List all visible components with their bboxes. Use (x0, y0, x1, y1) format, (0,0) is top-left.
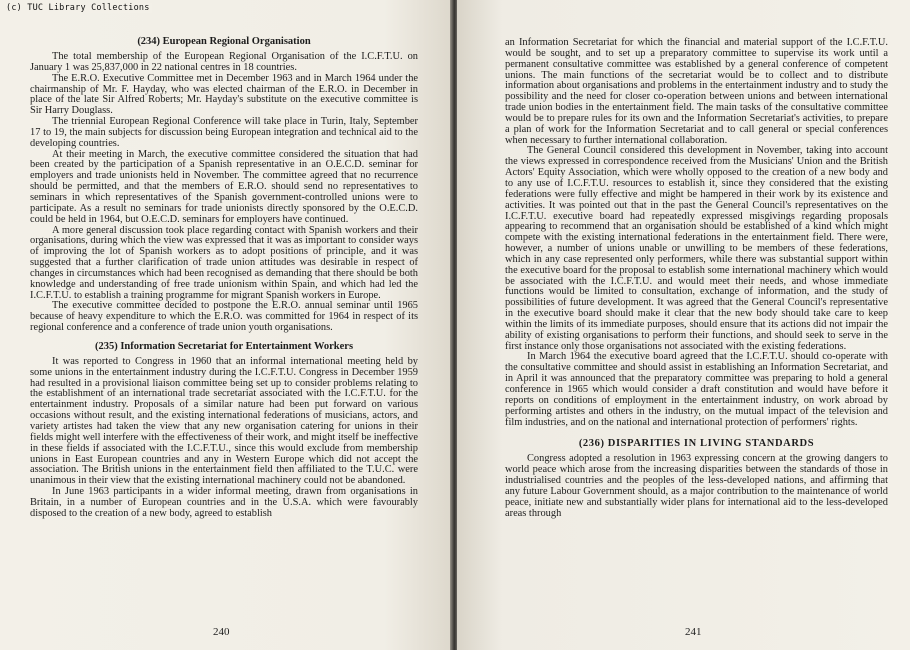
paragraph: In March 1964 the executive board agreed that the I.C.F.T.U. should co-operate with the consultative committee and should assist in establishing an Information Secretariat, and in April it was announced that the preparatory committee was preparing to hold a general conference in 1965 which would consider a draft constitution and would have before it reports on conditions of employment in the entertainment industry, on work abroad by performing artistes and others in the industry, on the mutual impact of the television and film industries, and on the national and international protection of performers' rights. (505, 351, 888, 428)
section-heading: (235) Information Secretariat for Entertainment Workers (94, 340, 354, 352)
page-number: 241 (685, 626, 702, 638)
section-disparities-living-standards (505, 438, 888, 519)
paragraph: Congress adopted a resolution in 1963 expressing concern at the growing dangers to world peace which arose from the increasing disparities between the standards of those in industrialised countries and the peoples of the less-developed nations, and affirming that any future Labour Government should, as a major contribution to the maintenance of world peace, initiate new and substantially wider plans for international aid to the less-developed areas through (505, 453, 888, 519)
section-information-secretariat (30, 341, 418, 520)
paragraph: At their meeting in March, the executive committee considered the situation that had been created by the participation of a Spanish representative in an O.E.C.D. seminar for employers and trade unionists held in November. The committee agreed that no recurrence should be permitted, and that the members of E.R.O. should send no representatives to seminars in which representatives of the Spanish government-controlled unions were to participate. As a result no seminars for trade unionists directly sponsored by the O.E.C.D. could be held in 1964, but O.E.C.D. seminars for employers have continued. (30, 148, 418, 225)
paragraph: It was reported to Congress in 1960 that an informal international meeting held by some unions in the entertainment industry during the I.C.F.T.U. Congress in December 1959 had resulted in a provisional liaison committee being set up to consider problems relating to the establishment of an international trade secretariat associated with the I.C.F.T.U. for the entertainment industry. Proposals of a similar nature had been put forward on various occasions without result, and the existing international federations of musicians, actors, and variety artistes had taken the view that any new organisation catering for unions in their fields might well interfere with the effectiveness of their work, and might itself be ineffective in these fields if associated with the I.C.F.T.U., since this would exclude from membership unions in East European countries and any in Western Europe which did not accept the association. The British unions in the entertainment field then affiliated to the T.U.C. were unanimous in their view that the existing international machinery could not be abandoned. (30, 355, 418, 487)
paragraph: A more general discussion took place regarding contact with Spanish workers and their organisations, during which the view was expressed that it was as important to consider ways of improving the lot of Spanish workers as to adopt positions of principle, and it was suggested that a further clarification of trade union attitudes was desirable in respect of changes in circumstances which had been recognised as demanding that there should be both knowledge and understanding of free trade unionism within Spain, and which had led the I.C.F.T.U. to establish a training programme for migrant Spanish workers in Europe. (30, 224, 418, 301)
right-page (457, 0, 910, 650)
paragraph: In June 1963 participants in a wider informal meeting, drawn from organisations in Britain, in a number of European countries and in the U.S.A. which were favourably disposed to the creation of a new body, agreed to establish (30, 486, 418, 519)
section-european-regional-organisation (30, 36, 418, 334)
collection-watermark: (c) TUC Library Collections (6, 3, 150, 13)
paragraph: The General Council considered this development in November, taking into account the views expressed in correspondence received from the Musicians' Union and the British Actors' Equity Association, which were wholly opposed to the creation of a new body and to any use of I.C.F.T.U. resources to establish it, since they considered that the existing federations were fully effective and might be hampered in their work by its existence and activities. It was pointed out that in the past the General Council's representatives on the I.C.F.T.U. executive board had repeatedly expressed misgivings regarding proposals appearing to recommend that an organisation should be established of a kind which might compete with the existing international federations in the entertainment field. There were, however, a number of unions unable or unwilling to be members of these federations, which in any case represented only performers, while there was substantial support within the executive board for the proposal to establish some international machinery which would be associated with the I.C.F.T.U. and would meet their needs, and whose immediate functions would be limited to consultation, exchange of information, and the study of possibilities of future development. It was agreed that the General Council's representative in the executive board should make it clear that the new body should take care to keep within the limits of its immediate purposes, should ensure that its actions did not impair the ability of existing organisations to perform their functions, and should seek to serve in the first instance only those organisations not associated with the existing federations. (505, 145, 888, 352)
paragraph: The E.R.O. Executive Committee met in December 1963 and in March 1964 under the chairmanship of Mr. F. Hayday, who was elected chairman of the E.R.O. in December in place of the late Sir Alfred Roberts; Mr. Hayday's substitute on the executive committee is Sir Harry Douglass. (30, 72, 418, 117)
left-page (0, 0, 452, 650)
page-number: 240 (213, 626, 230, 638)
paragraph: The total membership of the European Regional Organisation of the I.C.F.T.U. on January 1 was 25,837,000 in 22 national centres in 18 countries. (30, 51, 418, 73)
section-heading: (236) DISPARITIES IN LIVING STANDARDS (578, 438, 815, 450)
paragraph: The executive committee decided to postpone the E.R.O. annual seminar until 1965 because of heavy expenditure to which the E.R.O. was committed for 1964 in respect of its regional conference and a conference of trade union youth organisations. (30, 300, 418, 334)
paragraph: The triennial European Regional Conference will take place in Turin, Italy, September 17 to 19, the main subjects for discussion being European integration and technical aid to the developing countries. (30, 116, 418, 149)
continued-paragraph: an Information Secretariat for which the financial and material support of the I.C.F.T.U. would be sought, and to set up a preparatory committee to supervise its work until a permanent consultative committee was established by a general conference of competent unions. The main functions of the secretariat would be to collect and to distribute information about organisations and problems in the entertainment industry and to study the possibility and the need for closer co-operation between unions and between international trade union bodies in the entertainment field. The main tasks of the consultative committee would be to prepare rules for its own and the Information Secretariat's activities, to prepare a plan of work for the Information Secretariat and to call general or special conferences when necessary to further international collaboration. (505, 37, 888, 146)
section-heading: (234) European Regional Organisation (137, 36, 311, 47)
